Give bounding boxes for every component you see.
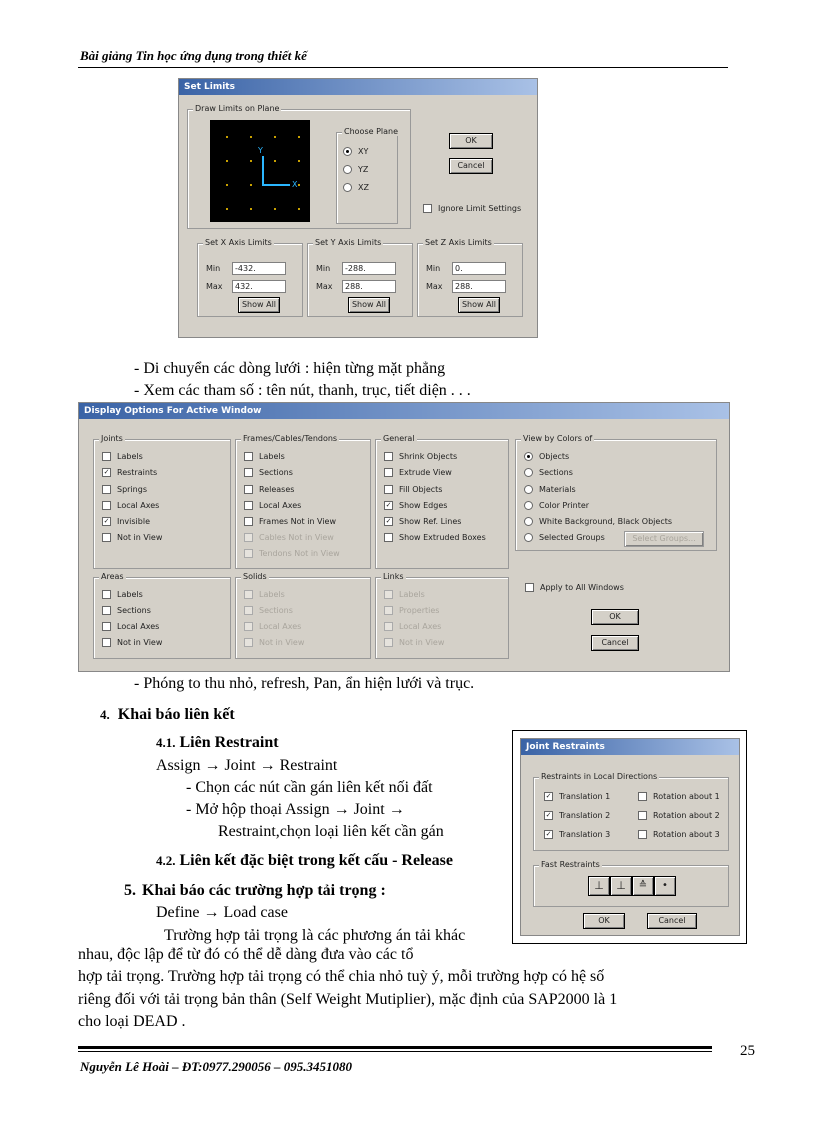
show-all-button[interactable]: Show All — [348, 297, 390, 313]
y-min-input[interactable]: -288. — [342, 262, 396, 275]
grid-point — [298, 184, 300, 186]
view-by-colors-group — [515, 434, 717, 551]
radio[interactable]: Color Printer — [524, 501, 589, 511]
grid-point — [298, 160, 300, 162]
group-label: View by Colors of — [523, 434, 593, 443]
checkbox[interactable]: Frames Not in View — [244, 517, 336, 527]
select-groups-button[interactable]: Select Groups... — [624, 531, 704, 547]
axis-x-label: X — [292, 180, 298, 189]
paragraph-line: hợp tải trọng. Trường hợp tải trọng có thể chia nhỏ tuỳ ý, mỗi trường hợp có hệ số — [78, 968, 605, 985]
local-directions-group — [533, 772, 729, 851]
checkbox[interactable]: Labels — [102, 452, 143, 462]
fast-restraints-group — [533, 860, 729, 907]
bullet-item: - Xem các tham số : tên nút, thanh, trục, tiết diện . . . — [134, 382, 471, 399]
section-title: Khai báo các trường hợp tải trọng : — [142, 882, 386, 899]
paragraph-line: nhau, độc lập để từ đó có thể dễ dàng đưa vào các tổ — [78, 946, 414, 963]
group-label: Set Z Axis Limits — [425, 238, 492, 247]
fixed-support-icon[interactable]: ⊥ — [588, 876, 610, 896]
grid-point — [250, 160, 252, 162]
checkbox[interactable]: Local Axes — [244, 501, 301, 511]
footer-author: Nguyễn Lê Hoài – ĐT:0977.290056 – 095.3451080 — [80, 1059, 353, 1074]
checkbox: Sections — [244, 606, 293, 616]
checkbox[interactable]: ✓ Restraints — [103, 468, 158, 477]
section-5-heading — [124, 882, 386, 900]
checkbox[interactable]: Sections — [102, 606, 151, 616]
translation-2-checkbox[interactable]: ✓ Translation 2 — [545, 811, 611, 820]
free-joint-icon[interactable]: • — [654, 876, 676, 896]
radio-xz[interactable]: XZ — [343, 183, 369, 193]
checkbox[interactable]: Local Axes — [102, 501, 159, 511]
checkbox: Cables Not in View — [244, 533, 334, 543]
grid-point — [250, 136, 252, 138]
min-label: Min — [316, 264, 331, 273]
cancel-button[interactable]: Cancel — [449, 158, 493, 174]
solids-group — [235, 572, 371, 659]
header-rule — [78, 67, 728, 68]
grid-point — [226, 160, 228, 162]
radio-xy[interactable]: XY — [343, 147, 368, 157]
subsection-number: 4.2. — [156, 853, 176, 868]
section-4-heading — [100, 706, 235, 724]
step-item: - Mở hộp thoại Assign → Joint → — [186, 801, 405, 818]
apply-all-checkbox[interactable]: Apply to All Windows — [525, 583, 624, 593]
grid-point — [226, 184, 228, 186]
cancel-button[interactable]: Cancel — [647, 913, 697, 929]
dialog-title: Set Limits — [179, 79, 537, 95]
radio[interactable]: Objects — [524, 452, 569, 462]
checkbox[interactable]: Springs — [102, 485, 147, 495]
footer-rule-thin — [78, 1051, 712, 1052]
group-label: Restraints in Local Directions — [541, 772, 658, 781]
joints-group — [93, 434, 231, 569]
checkbox: Labels — [244, 590, 285, 600]
set-limits-dialog — [178, 78, 538, 338]
rotation-2-checkbox[interactable]: Rotation about 2 — [638, 811, 720, 821]
y-axis-line — [262, 156, 264, 186]
z-min-input[interactable]: 0. — [452, 262, 506, 275]
subsection-4-1-heading — [156, 734, 279, 752]
x-axis-line — [262, 184, 290, 186]
section-number: 4. — [100, 707, 110, 722]
grid-point — [274, 208, 276, 210]
areas-group — [93, 572, 231, 659]
joint-restraints-dialog — [520, 738, 740, 936]
group-label: Joints — [101, 434, 123, 443]
checkbox[interactable]: Fill Objects — [384, 485, 442, 495]
group-label: General — [383, 434, 415, 443]
axis-y-label: Y — [258, 146, 263, 155]
group-label: Links — [383, 572, 404, 581]
roller-support-icon[interactable]: ≙ — [632, 876, 654, 896]
subsection-number: 4.1. — [156, 735, 176, 750]
ignore-limit-checkbox[interactable]: Ignore Limit Settings — [423, 204, 521, 214]
checkbox[interactable]: Not in View — [102, 533, 162, 543]
x-limits-group — [197, 238, 303, 317]
grid-point — [250, 184, 252, 186]
dialog-title: Joint Restraints — [521, 739, 739, 755]
min-label: Min — [206, 264, 221, 273]
translation-1-checkbox[interactable]: ✓ Translation 1 — [545, 792, 611, 801]
checkbox: Tendons Not in View — [244, 549, 340, 559]
draw-limits-group — [187, 104, 411, 229]
radio[interactable]: Sections — [524, 468, 573, 478]
section-number: 5. — [124, 882, 136, 899]
paragraph-line: cho loại DEAD . — [78, 1013, 186, 1030]
rotation-3-checkbox[interactable]: Rotation about 3 — [638, 830, 720, 840]
group-label: Set X Axis Limits — [205, 238, 272, 247]
checkbox: Local Axes — [384, 622, 441, 632]
checkbox: Not in View — [244, 638, 304, 648]
rotation-1-checkbox[interactable]: Rotation about 1 — [638, 792, 720, 802]
grid-point — [274, 136, 276, 138]
y-limits-group — [307, 238, 413, 317]
radio[interactable]: Materials — [524, 485, 576, 495]
max-label: Max — [426, 282, 443, 291]
section-title: Khai báo liên kết — [117, 706, 235, 723]
assign-path: Assign → Joint → Restraint — [156, 757, 338, 774]
group-label: Choose Plane — [344, 127, 399, 136]
checkbox[interactable]: Labels — [244, 452, 285, 462]
checkbox[interactable]: ✓ Invisible — [103, 517, 150, 526]
bullet-item: - Di chuyển các dòng lưới : hiện từng mặt phẳng — [134, 360, 446, 377]
checkbox[interactable]: Show Extruded Boxes — [384, 533, 486, 543]
frames-group — [235, 434, 371, 569]
checkbox[interactable]: Not in View — [102, 638, 162, 648]
group-label: Fast Restraints — [541, 860, 600, 869]
choose-plane-group — [336, 127, 399, 224]
grid-point — [298, 136, 300, 138]
paragraph-line: Trường hợp tải trọng là các phương án tải khác — [164, 927, 466, 944]
checkbox: Local Axes — [244, 622, 301, 632]
radio[interactable]: Selected Groups — [524, 533, 605, 543]
show-all-button[interactable]: Show All — [238, 297, 280, 313]
general-group — [375, 434, 509, 569]
footer-rule — [78, 1046, 712, 1049]
checkbox[interactable]: Releases — [244, 485, 294, 495]
radio-yz[interactable]: YZ — [343, 165, 368, 175]
ok-button[interactable]: OK — [449, 133, 493, 149]
grid-point — [298, 208, 300, 210]
step-item: - Chọn các nút cần gán liên kết nối đất — [186, 779, 433, 796]
checkbox[interactable]: Extrude View — [384, 468, 452, 478]
grid-point — [226, 136, 228, 138]
min-label: Min — [426, 264, 441, 273]
subsection-title: Liên kết đặc biệt trong kết cấu - Release — [179, 852, 453, 869]
grid-point — [274, 160, 276, 162]
z-max-input[interactable]: 288. — [452, 280, 506, 293]
header-title: Bài giảng Tin học ứng dụng trong thiết kế — [80, 48, 307, 63]
max-label: Max — [206, 282, 223, 291]
checkbox[interactable]: ✓ Show Edges — [385, 501, 448, 510]
step-item: Restraint,chọn loại liên kết cần gán — [218, 823, 444, 840]
pinned-support-icon[interactable]: ⊥ — [610, 876, 632, 896]
group-label: Frames/Cables/Tendons — [243, 434, 338, 443]
checkbox: Properties — [384, 606, 439, 616]
plane-canvas[interactable] — [210, 120, 310, 222]
z-limits-group — [417, 238, 523, 317]
subsection-title: Liên Restraint — [179, 734, 279, 751]
group-label: Solids — [243, 572, 267, 581]
ok-button[interactable]: OK — [583, 913, 625, 929]
radio[interactable]: White Background, Black Objects — [524, 517, 672, 527]
checkbox: Not in View — [384, 638, 444, 648]
x-max-input[interactable]: 432. — [232, 280, 286, 293]
y-max-input[interactable]: 288. — [342, 280, 396, 293]
links-group — [375, 572, 509, 659]
ok-button[interactable]: OK — [591, 609, 639, 625]
x-min-input[interactable]: -432. — [232, 262, 286, 275]
translation-3-checkbox[interactable]: ✓ Translation 3 — [545, 830, 611, 839]
group-label: Areas — [101, 572, 124, 581]
cancel-button[interactable]: Cancel — [591, 635, 639, 651]
show-all-button[interactable]: Show All — [458, 297, 500, 313]
paragraph-line: riêng đối với tải trọng bản thân (Self Weight Mutiplier), mặc định của SAP2000 là 1 — [78, 991, 618, 1008]
checkbox[interactable]: Shrink Objects — [384, 452, 457, 462]
group-label: Draw Limits on Plane — [195, 104, 280, 113]
grid-point — [250, 208, 252, 210]
checkbox[interactable]: Labels — [102, 590, 143, 600]
bullet-item: - Phóng to thu nhỏ, refresh, Pan, ẩn hiện lưới và trục. — [134, 675, 475, 692]
grid-point — [226, 208, 228, 210]
max-label: Max — [316, 282, 333, 291]
checkbox: Labels — [384, 590, 425, 600]
page-number: 25 — [740, 1043, 755, 1059]
checkbox[interactable]: ✓ Show Ref. Lines — [385, 517, 462, 526]
checkbox[interactable]: Sections — [244, 468, 293, 478]
dialog-title: Display Options For Active Window — [79, 403, 729, 419]
checkbox[interactable]: Local Axes — [102, 622, 159, 632]
define-path: Define → Load case — [156, 904, 288, 921]
subsection-4-2-heading — [156, 852, 453, 870]
display-options-dialog — [78, 402, 730, 672]
group-label: Set Y Axis Limits — [315, 238, 382, 247]
